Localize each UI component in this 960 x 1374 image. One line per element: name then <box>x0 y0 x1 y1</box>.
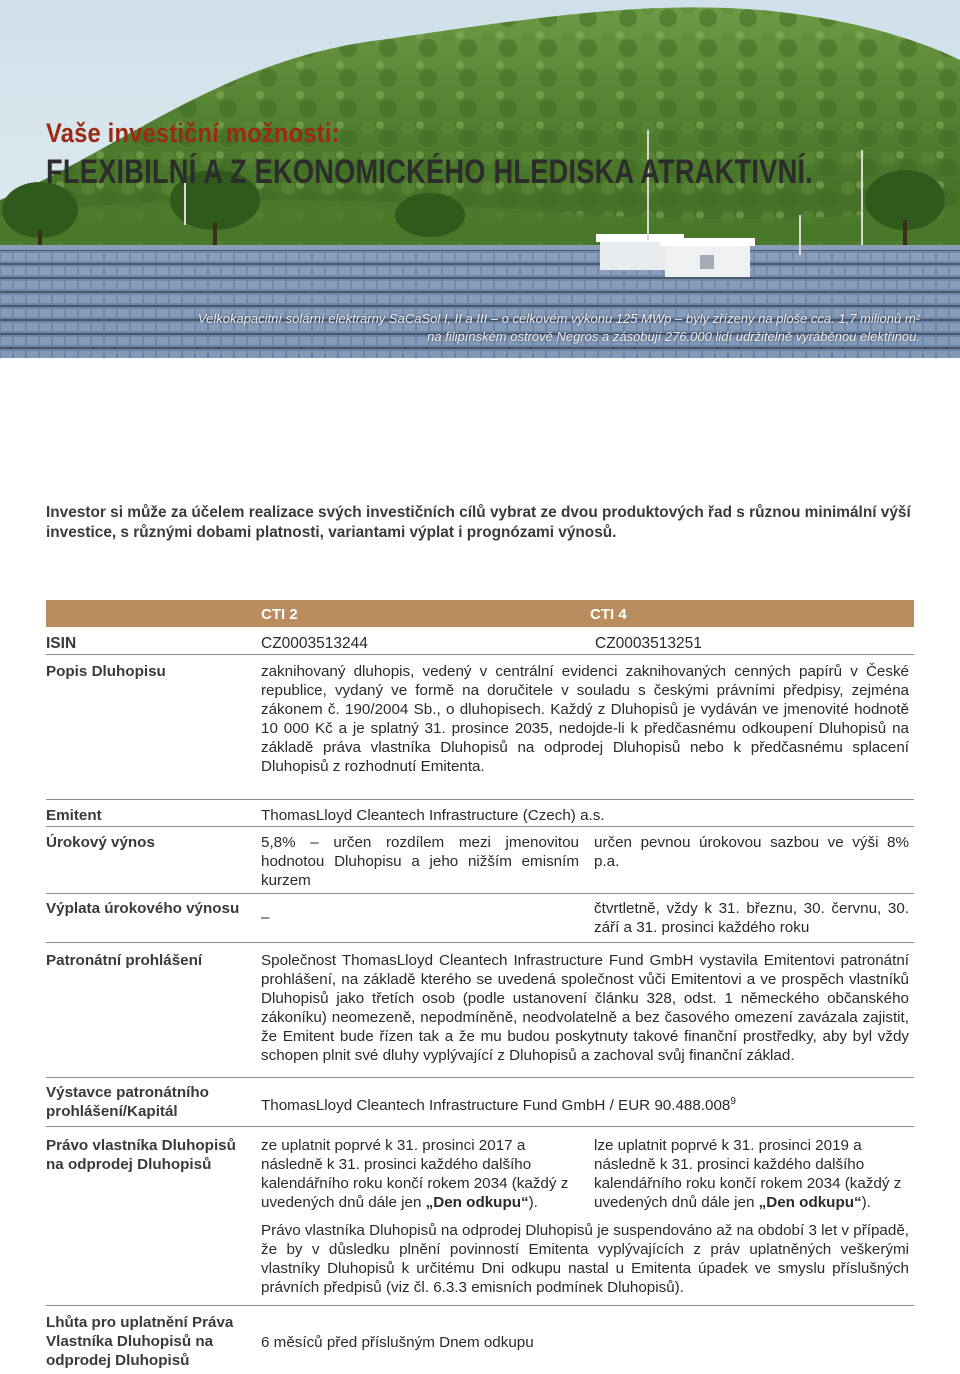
urok-cti4: určen pevnou úrokovou sazbou ve výši 8% p.a. <box>594 834 909 870</box>
header-cti2: CTI 2 <box>261 606 298 623</box>
footnote-ref: 9 <box>730 1096 736 1107</box>
label-popis: Popis Dluhopisu <box>46 663 166 680</box>
patronat-text: Společnost ThomasLloyd Cleantech Infrastructure Fund GmbH vystavila Emitentovi patronátní prohlášení, na základě kterého se uvedená společnost vůči Emitentovi a ve prospěch vlastníků Dluhopisů jako třetích osob (podle ustanovení článku 328, odst. 1 německého občanského zákoníku) neomezeně, nepodmíněně, neodvolatelně a bez časového omezení zavázala zajistit, že Emitent bude řízen tak a že mu budou poskytnuty takové finanční prostředky, aby byl vždy schopen plnit své dluhy vyplývající z Dluhopisů a zachoval svůj finanční základ. <box>261 952 909 1064</box>
pravo-cti2 <box>261 1136 579 1212</box>
row-popis <box>46 655 914 800</box>
vystavce-text: ThomasLloyd Cleantech Infrastructure Fund GmbH / EUR 90.488.008 <box>261 1097 731 1115</box>
urok-cti2: 5,8% – určen rozdílem mezi jmenovitou hodnotou Dluhopisu a jeho nižším emisním kurzem <box>261 834 579 889</box>
pravo-cti4 <box>594 1136 909 1212</box>
photo-caption <box>120 310 920 346</box>
row-isin <box>46 627 914 655</box>
pravo-cti4-end: ). <box>861 1194 871 1211</box>
row-emitent <box>46 800 914 827</box>
vystavce-value <box>261 1092 909 1115</box>
isin-cti2: CZ0003513244 <box>261 635 368 652</box>
pravo-cti2-end: ). <box>528 1194 538 1211</box>
table-header <box>46 600 914 627</box>
lhuta-text: 6 měsíců před příslušným Dnem odkupu <box>261 1334 534 1351</box>
row-vyplata <box>46 894 914 943</box>
row-vystavce <box>46 1078 914 1127</box>
popis-text: zaknihovaný dluhopis, vedený v centrální evidenci zaknihovaných cenných papírů v České republice, vydaný ve formě na doručitele v souladu s českými právními předpisy, zejména zákonem č. 190/2004 Sb., o dluhopisech. Každý z Dluhopisů je vydáván ve jmenovité hodnotě 10 000 Kč a je splatný 31. prosince 2035, nedojde-li k předčasnému odkoupení Dluhopisů na základě práva vlastníka Dluhopisů na odprodej Dluhopisů nebo k předčasnému splacení Dluhopisů z rozhodnutí Emitenta. <box>261 663 909 775</box>
page-title: FLEXIBILNÍ A Z EKONOMICKÉHO HLEDISKA ATRAKTIVNÍ. <box>46 153 814 191</box>
emitent-text: ThomasLloyd Cleantech Infrastructure (Czech) a.s. <box>261 807 605 824</box>
caption-line-1: Velkokapacitní solární elektrárny SaCaSol I, II a III – o celkovém výkonu 125 MWp – byly zřízeny na ploše cca. 1,7 milionů m² <box>197 311 920 326</box>
label-emitent: Emitent <box>46 807 102 824</box>
pravo-cti4-den: „Den odkupu“ <box>758 1194 862 1211</box>
row-patronat <box>46 943 914 1078</box>
intro-paragraph: Investor si může za účelem realizace svých investičních cílů vybrat ze dvou produktových řad s různou minimální výší investice, s různými dobami platnosti, variantami výplat i prognózami výnosů. <box>46 504 911 541</box>
vyplata-cti2: – <box>261 909 270 926</box>
pravo-cti4-text: lze uplatnit poprvé k 31. prosinci 2019 a následně k 31. prosinci každého dalšího kalendářního roku končí rokem 2034 (každý z uvedených dnů dále jen <box>594 1137 902 1211</box>
label-vyplata: Výplata úrokového výnosu <box>46 900 240 917</box>
row-pravo <box>46 1127 914 1306</box>
product-comparison-table <box>46 600 914 1374</box>
isin-cti4: CZ0003513251 <box>595 635 702 652</box>
vyplata-cti4: čtvrtletně, vždy k 31. březnu, 30. červnu, 30. září a 31. prosinci každého roku <box>594 900 909 936</box>
label-vystavce: Výstavce patronátního prohlášení/Kapitál <box>46 1084 209 1120</box>
label-urok: Úrokový výnos <box>46 834 155 851</box>
caption-line-2: na filipínském ostrově Negros a zásobují 276.000 lidí udržitelně vyráběnou elektřinou. <box>427 329 920 344</box>
section-subtitle: Vaše investiční možnosti: <box>46 118 340 148</box>
pravo-note: Právo vlastníka Dluhopisů na odprodej Dluhopisů je suspendováno až na období 3 let v případě, že by v důsledku plnění povinností Emitenta vyplývajících z práv uplatněných veškerými vlastníky Dluhopisů k určitému Dni odkupu nastal u Emitenta úpadek ve smyslu příslušných právních předpisů (viz čl. 6.3.3 emisních podmínek Dluhopisů). <box>261 1222 909 1296</box>
row-lhuta <box>46 1306 914 1374</box>
label-lhuta: Lhůta pro uplatnění Práva Vlastníka Dluhopisů na odprodej Dluhopisů <box>46 1314 234 1369</box>
label-pravo: Právo vlastníka Dluhopisů na odprodej Dluhopisů <box>46 1137 236 1173</box>
header-cti4: CTI 4 <box>590 606 627 623</box>
label-patronat: Patronátní prohlášení <box>46 952 203 969</box>
row-urok <box>46 827 914 894</box>
label-isin: ISIN <box>46 635 77 652</box>
pravo-cti2-den: „Den odkupu“ <box>425 1194 529 1211</box>
pravo-cti2-text: ze uplatnit poprvé k 31. prosinci 2017 a následně k 31. prosinci každého dalšího kalendářního roku končí rokem 2034 (každý z uvedených dnů dále jen <box>261 1137 569 1211</box>
